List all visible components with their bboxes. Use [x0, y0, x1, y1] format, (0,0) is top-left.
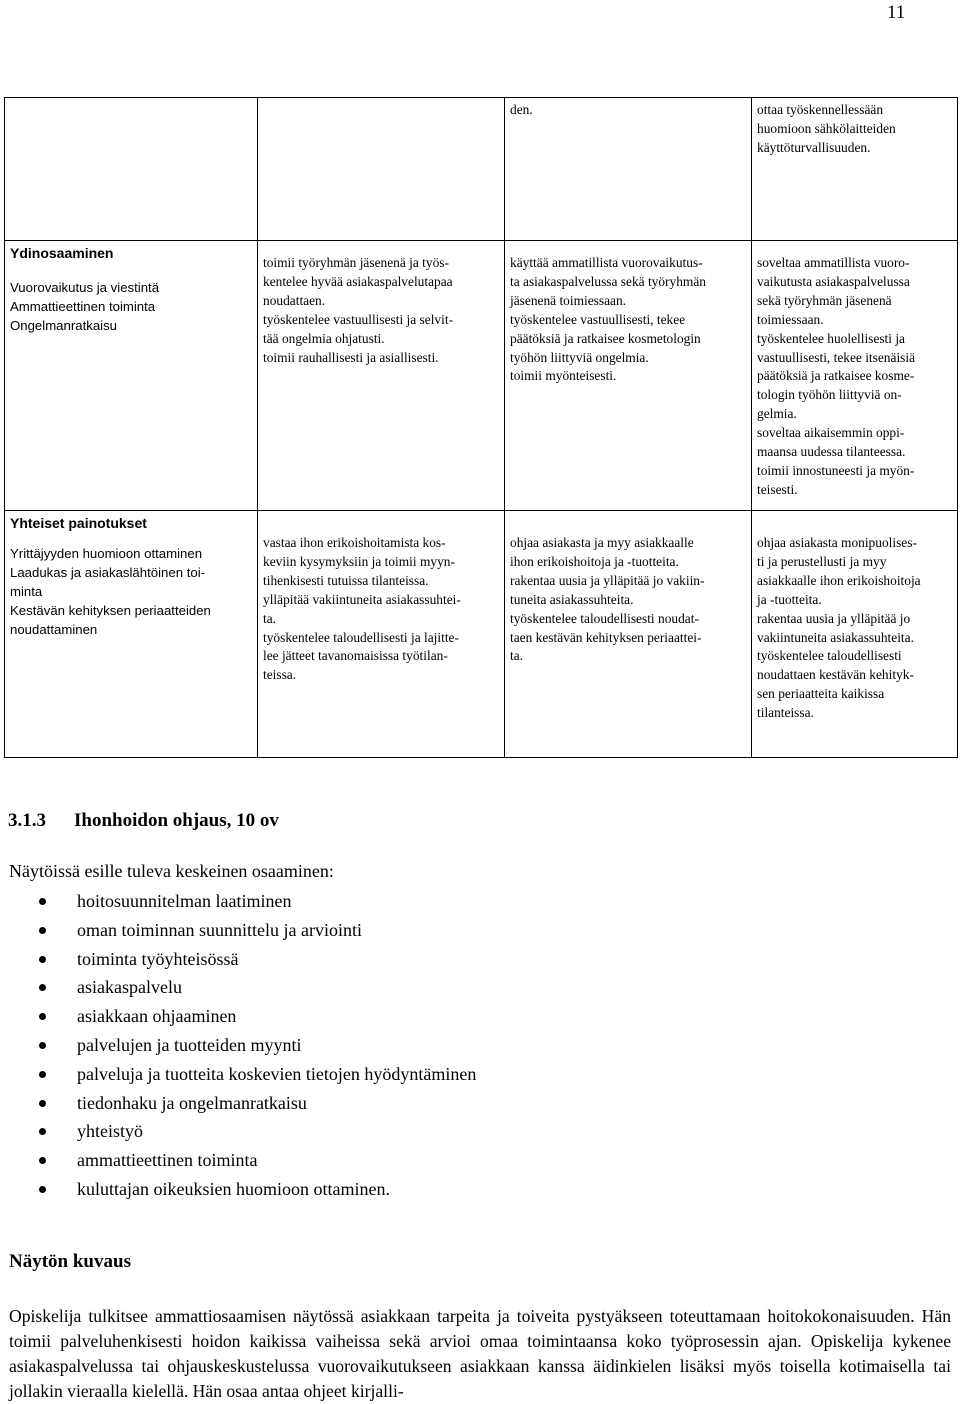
section-number: 3.1.3	[8, 810, 46, 831]
bullet-icon	[39, 1071, 46, 1078]
table-cell	[505, 98, 752, 241]
list-item	[0, 1146, 476, 1175]
bullet-icon	[39, 898, 46, 905]
list-item-text: asiakkaan ohjaaminen	[77, 1006, 237, 1027]
list-item-text: palvelujen ja tuotteiden myynti	[77, 1034, 302, 1055]
list-item-text: yhteistyö	[77, 1121, 143, 1142]
bullet-icon	[39, 1100, 46, 1107]
page-number: 11	[887, 2, 906, 23]
cell-text: toimii työryhmän jäsenenä ja työs- kentelee hyvää asiakaspalvelutapaa noudattaen. työskentelee vastuullisesti ja selvit- tää ongelmia ohjatusti. toimii rauhallisesti ja asiallisesti.	[263, 255, 454, 365]
row-label-cell	[5, 241, 258, 511]
list-item	[0, 1175, 476, 1204]
table-row	[5, 241, 958, 511]
table-row	[5, 98, 958, 241]
table-cell-empty	[5, 98, 258, 241]
section-title-text: Ihonhoidon ohjaus, 10 ov	[74, 810, 279, 831]
bullet-icon	[39, 1042, 46, 1049]
list-item-text: kuluttajan oikeuksien huomioon ottaminen.	[77, 1178, 390, 1199]
bullet-icon	[39, 1157, 46, 1164]
list-item	[0, 973, 476, 1002]
list-item-text: tiedonhaku ja ongelmanratkaisu	[77, 1092, 307, 1113]
list-item-text: hoitosuunnitelman laatiminen	[77, 891, 292, 911]
table-cell	[505, 511, 752, 758]
row-heading: Ydinosaaminen	[10, 245, 114, 261]
table-cell	[258, 241, 505, 511]
table-cell	[258, 511, 505, 758]
list-item-text: toiminta työyhteisössä	[77, 948, 239, 969]
cell-text: ohjaa asiakasta ja myy asiakkaalle ihon erikoishoitoja ja -tuotteita. rakentaa uusia ja ylläpitää jo vakiin- tuneita asiakassuhteita. työskentelee taloudellisesti noudat- taen kestävän kehityksen periaattei- ta.	[510, 535, 705, 664]
list-item-text: ammattieettinen toiminta	[77, 1150, 258, 1171]
cell-text: soveltaa ammatillista vuoro- vaikutusta asiakaspalvelussa sekä työryhmän jäsenenä toimiessaan. työskentelee huolellisesti ja vastuullisesti, tekee itsenäisiä päätöksiä ja ratkaisee kosme- tologin työhön liittyviä on- gelmia. soveltaa aikaisemmin oppi- maansa uudessa tilanteessa. toimii innostuneesti ja myön- teisesti.	[757, 255, 916, 497]
cell-text: ottaa työskennellessään huomioon sähkölaitteiden käyttöturvallisuuden.	[757, 102, 896, 155]
list-item	[0, 1060, 476, 1089]
intro-text: Näytöissä esille tuleva keskeinen osaaminen:	[9, 861, 334, 881]
list-item-text: asiakaspalvelu	[77, 977, 182, 998]
subheading: Näytön kuvaus	[9, 1251, 131, 1272]
table-cell	[752, 98, 958, 241]
table-cell	[752, 241, 958, 511]
row-label-items: Vuorovaikutus ja viestintä Ammattieettinen toiminta Ongelmanratkaisu	[10, 279, 160, 333]
table-cell	[752, 511, 958, 758]
cell-text: ohjaa asiakasta monipuolises- ti ja perustellusti ja myy asiakkaalle ihon erikoishoitoja ja -tuotteita. rakentaa uusia ja ylläpitää jo vakiintuneita asiakassuhteita. työskentelee taloudellisesti noudattaen kestävän kehityk- sen periaatteita kaikissa tilanteissa.	[757, 535, 921, 721]
competence-list	[0, 887, 476, 1204]
list-item	[0, 945, 476, 974]
bullet-icon	[39, 956, 46, 963]
body-paragraph: Opiskelija tulkitsee ammattiosaamisen näytössä asiakkaan tarpeita ja toiveita pystyäkseen toteuttamaan hoitokokonaisuuden. Hän toimii palveluhenkisesti hoidon kaikissa vaiheissa sekä arvioi omaa toimintaansa koko työprosessin ajan. Opiskelija kykenee asiakaspalvelussa tai ohjauskeskustelussa vuorovaikutukseen asiakkaan kanssa äidinkielen lisäksi myös toisella kotimaisella tai jollakin vieraalla kielellä. Hän osaa antaa ohjeet kirjalli-	[9, 1306, 951, 1401]
list-item-text: oman toiminnan suunnittelu ja arviointi	[77, 919, 362, 940]
list-item	[0, 916, 476, 945]
cell-text: den.	[510, 102, 533, 117]
bullet-icon	[39, 1186, 46, 1193]
assessment-table	[4, 97, 958, 758]
list-item-text: palveluja ja tuotteita koskevien tietojen hyödyntäminen	[77, 1063, 477, 1084]
list-item	[0, 1031, 476, 1060]
table-cell	[505, 241, 752, 511]
section-title	[8, 810, 279, 832]
table-cell-empty	[258, 98, 505, 241]
list-item	[0, 1002, 476, 1031]
row-label-items: Yrittäjyyden huomioon ottaminen Laadukas ja asiakaslähtöinen toi- minta Kestävän kehityksen periaatteiden noudattaminen	[10, 545, 211, 637]
bullet-icon	[39, 984, 46, 991]
row-heading: Yhteiset painotukset	[10, 515, 147, 531]
list-item	[0, 1117, 476, 1146]
bullet-icon	[39, 1013, 46, 1020]
cell-text: vastaa ihon erikoishoitamista kos- keviin kysymyksiin ja toimii myyn- tihenkisesti tutuissa tilanteissa. ylläpitää vakiintuneita asiakassuhtei- ta. työskentelee taloudellisesti ja lajitte- lee jätteet tavanomaisissa työtilan- teissa.	[263, 535, 461, 683]
table-row	[5, 511, 958, 758]
bullet-icon	[39, 1128, 46, 1135]
cell-text: käyttää ammatillista vuorovaikutus- ta asiakaspalvelussa sekä työryhmän jäsenenä toimiessaan. työskentelee vastuullisesti, tekee päätöksiä ja ratkaisee kosmetologin työhön liittyviä ongelmia. toimii myönteisesti.	[510, 255, 706, 384]
row-label-cell	[5, 511, 258, 758]
list-item	[0, 887, 476, 916]
list-item	[0, 1089, 476, 1118]
bullet-icon	[39, 927, 46, 934]
